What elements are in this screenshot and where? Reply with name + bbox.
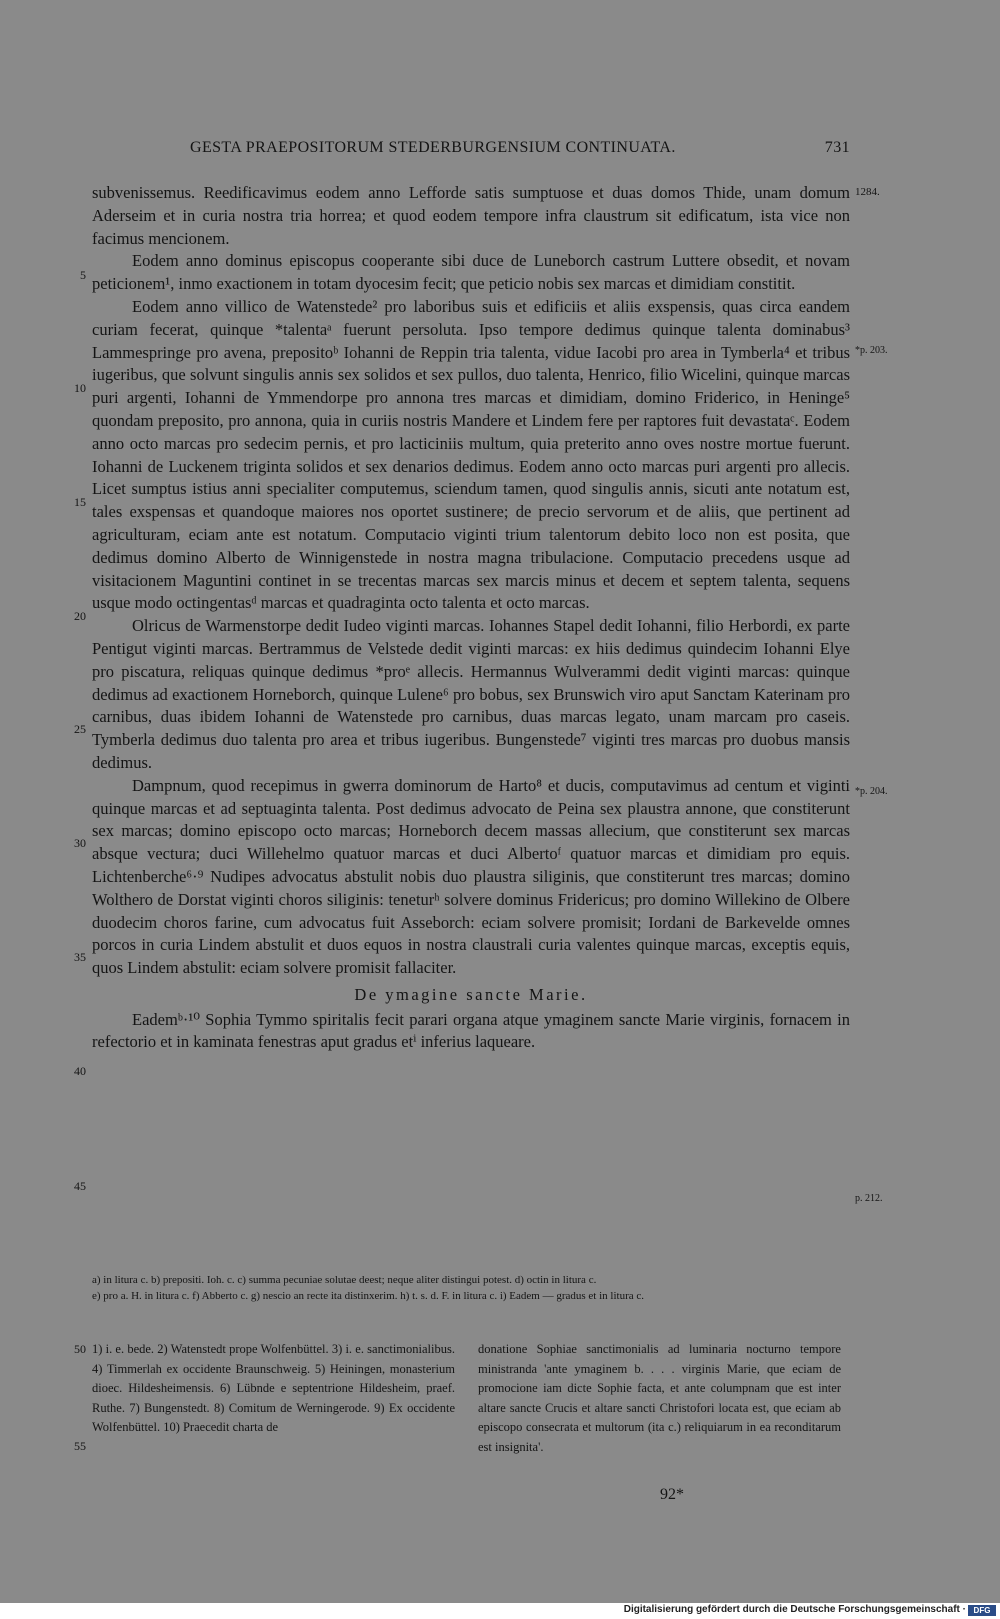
paragraph: Eademᵇ·¹⁰ Sophia Tymmo spiritalis fecit parari organa atque ymaginem sancte Marie virginis, fornacem in refectorio et in kaminata fenestras aput gradus etⁱ inferius laqueare. xyxy=(92,1009,850,1052)
apparatus-line: a) in litura c. b) prepositi. Ioh. c. c) summa pecuniae solutae deest; neque aliter distingui potest. d) octin in litura c. xyxy=(92,1274,597,1286)
paragraph: Eodem anno villico de Watenstede² pro laboribus suis et edificiis et aliis exspensis, quas circa eandem curiam fecerat, quinque *talentaᵃ fuerunt persoluta. Ipso tempore dedimus quinque talenta dominabus³ Lammespringe pro avena, prepositoᵇ Iohanni de Reppin tria talenta, vidue Iacobi pro area in Tymberla⁴ et tribus iugeribus, que solvunt singulis annis sex solidos et sex pullos, duo talenta, Henrico, filio Wicelini, quinque marcas puri argenti, Iohanni de Ymmendorpe pro annona tres marcas et dimidiam, domino Friderico, in Heninge⁵ quondam preposito, pro annona, quia in curiis nostris Mandere et Lindem fere per raptores fuit devastataᶜ. Eodem anno octo marcas pro sedecim pernis, et pro lacticiniis multum, quia preterito anno oves nostre mortue fuerunt. Iohanni de Luckenem triginta solidos et sex denarios dedimus. Eodem anno octo marcas puri argenti pro allecis. Licet sumptus istius anni specialiter computemus, sciendum tamen, quod singulis annis, sicuti ante notatum est, tales exspensas et quandoque maiores nos oportet sustinere; de precio servorum et de aliis, que pertinent ad agriculturam, eciam ante est notatum. Computacio viginti trium talentorum debito loco non est posita, que dedimus domino Alberto de Winnigenstede in nostra magna tribulacione. Computacio precedens usque ad visitacionem Maguntini continet in se trecentas marcas sex marcis minus et decem et septem talenta, sequens usque modo octingentasᵈ marcas et quadraginta octo talenta et octo marcas. xyxy=(92,296,850,613)
page-number: 731 xyxy=(824,139,850,156)
line-number: 20 xyxy=(74,609,86,623)
section-heading: De ymagine sancte Marie. xyxy=(354,984,588,1004)
margin-page-ref: *p. 204. xyxy=(855,786,888,797)
apparatus-line: e) pro a. H. in litura c. f) Abberto c. g) nescio an recte ita distinxerim. h) t. s. d. F. in litura c. i) Eadem — gradus et in litura c. xyxy=(92,1290,645,1302)
line-number: 55 xyxy=(74,1439,86,1453)
digitization-footer xyxy=(0,1603,1000,1619)
paragraph: Eodem anno dominus episcopus cooperante sibi duce de Luneborch castrum Luttere obsedit, et novam peticionem¹, inmo exactionem in totam dyocesim fecit; que peticio nobis sex marcas et dimidiam constitit. xyxy=(92,251,850,294)
line-number: 25 xyxy=(74,722,86,736)
line-number: 5 xyxy=(80,268,86,282)
line-number: 40 xyxy=(74,1064,86,1078)
paragraph: Dampnum, quod recepimus in gwerra dominorum de Harto⁸ et ducis, computavimus ad centum et viginti quinque marcas et ad septuaginta talenta. Post dedimus advocato de Peina sex plaustra annone, que constiterunt sex marcas; domino episcopo octo marcas; Horneborch decem massas allecium, que constiterunt sex marcas absque vectura; duci Willehelmo quatuor marcas et duci Albertoᶠ quatuor marcas et dimidiam pro equis. Lichtenberche⁶·⁹ Nudipes advocatus abstulit nobis duo plaustra siliginis, que constiterunt tres marcas; domino Wolthero de Dorstat viginti choros siliginis: teneturʰ solvere dominus Fridericus; pro domino Willekino de Olbere duodecim choros farine, cum advocatus fuit Asseborch: eciam solvere promisit; Iordani de Barkevelde omnes porcos in curia Lindem abstulit et duos equos in nostra claustrali curia valentes quinque marcas, exceptis equis, quos Lindem abstulit: eciam solvere promisit fallaciter. xyxy=(92,775,850,978)
dfg-logo[interactable]: DFG xyxy=(968,1605,996,1616)
line-number: 45 xyxy=(74,1179,86,1193)
footnotes-left-column xyxy=(92,1340,455,1438)
paragraph: Olricus de Warmenstorpe dedit Iudeo viginti marcas. Iohannes Stapel dedit Iohanni, filio Herbordi, ex parte Pentigut viginti marcas. Bertrammus de Velstede dedit viginti marcas: ex hiis dedimus quindecim Iohanni Elye pro piscatura, reliquas quinque dedimus *proᵉ allecis. Hermannus Wulverammi dedit viginti marcas: quinque dedimus ad exactionem Horneborch, quinque Lulene⁶ pro bobus, sex Brunswich viro aput Sanctam Katerinam pro carnibus, duas ibidem Iohanni de Watenstede pro carnibus, duas marcas legato, unam marcam pro caseis. Tymberla dedimus duo talenta pro area et tribus iugeribus. Bungenstede⁷ viginti tres marcas pro duobus mansis dedimus. xyxy=(92,616,850,772)
margin-page-ref: p. 212. xyxy=(855,1193,883,1204)
main-text xyxy=(92,182,850,1054)
line-number: 35 xyxy=(74,950,86,964)
footnote-text: donatione Sophiae sanctimonialis ad luminaria nocturno tempore ministranda 'ante ymaginem b. . . . virginis Marie, que eciam de promocione iam dicte Sophie facta, et ante columpnam que est inter altare sancte Crucis et altare sancti Christofori locata est, que eciam ab episcopo consecrata et multorum (ita c.) reliquiarum in ea reconditarum est insignita'. xyxy=(478,1342,841,1454)
margin-page-ref: *p. 203. xyxy=(855,345,888,356)
margin-year: 1284. xyxy=(855,186,880,198)
running-title: GESTA PRAEPOSITORUM STEDERBURGENSIUM CONTINUATA. xyxy=(190,139,676,156)
line-number: 15 xyxy=(74,495,86,509)
line-number: 30 xyxy=(74,836,86,850)
critical-apparatus xyxy=(92,1272,850,1304)
paragraph: subvenissemus. Reedificavimus eodem anno Lefforde satis sumptuose et duas domos Thide, unam domum Aderseim et in curia nostra tria horrea; et quod eodem tempore infra claustrum sit edificatum, ista vice non facimus mencionem. xyxy=(92,183,850,248)
line-number: 50 xyxy=(74,1342,86,1356)
line-number: 10 xyxy=(74,381,86,395)
footnote-text: 1) i. e. bede. 2) Watenstedt prope Wolfenbüttel. 3) i. e. sanctimonialibus. 4) Timmerlah ex occidente Braunschweig. 5) Heiningen, monasterium dioec. Hildesheimensis. 6) Lübnde e septentrione Hildesheim, praef. Ruthe. 7) Bungenstedt. 8) Comitum de Werningerode. 9) Ex occidente Wolfenbüttel. 10) Praecedit charta de xyxy=(92,1342,455,1434)
sheet-signature: 92* xyxy=(660,1486,684,1503)
funding-credit: Digitalisierung gefördert durch die Deutsche Forschungsgemeinschaft · xyxy=(623,1604,966,1615)
footnotes-right-column xyxy=(478,1340,841,1457)
